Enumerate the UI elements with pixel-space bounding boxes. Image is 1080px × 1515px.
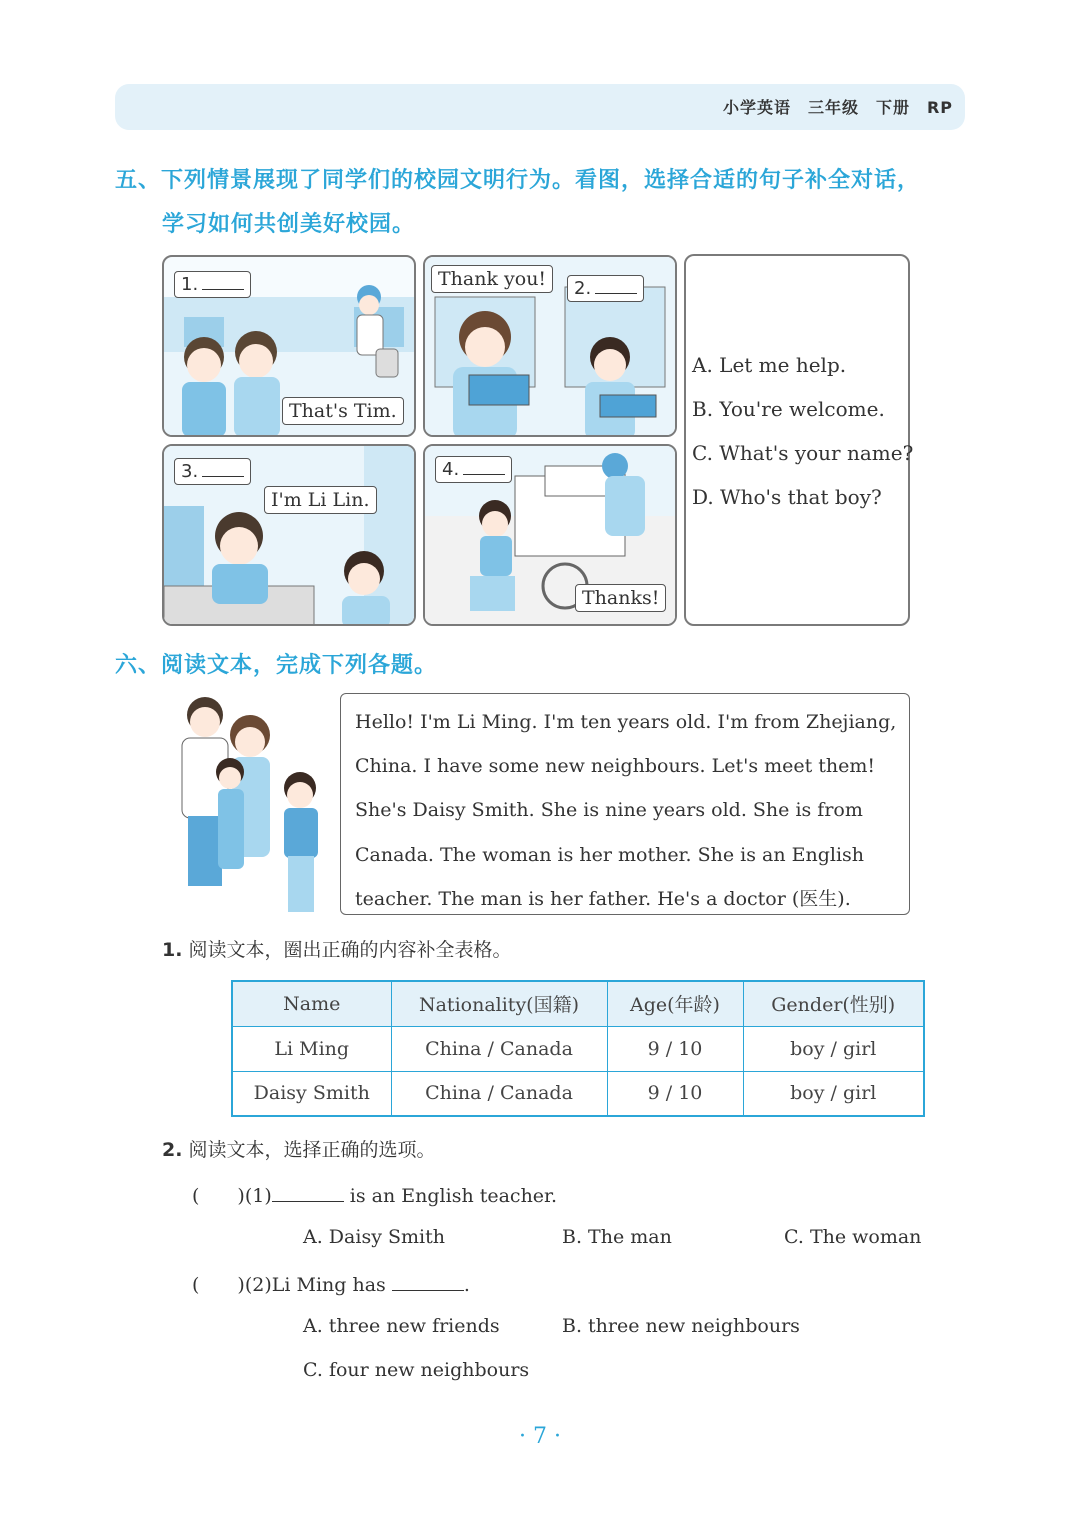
panel-1-blank[interactable] [202, 274, 244, 290]
table-header-cell: Name [232, 981, 391, 1026]
info-table [231, 980, 925, 1117]
panel-1-number-bubble [174, 271, 251, 298]
table-cell-choice[interactable]: boy / girl [743, 1026, 924, 1071]
table-cell-choice[interactable]: China / Canada [391, 1026, 607, 1071]
q1-instruction-line [162, 935, 512, 962]
reading-passage [340, 693, 910, 915]
q2-item-2-option-b[interactable]: B. three new neighbours [562, 1315, 800, 1337]
passage-line-2: China. I have some new neighbours. Let's meet them! [355, 755, 876, 778]
comic-panel-3 [162, 444, 416, 626]
section5-title-line1: 五、下列情景展现了同学们的校园文明行为。看图，选择合适的句子补全对话， [115, 168, 921, 193]
panel-2-number-bubble [567, 275, 644, 302]
table-header-row [232, 981, 924, 1026]
q1-number: 1. [162, 939, 183, 961]
answer-paren[interactable]: ( ) [192, 1185, 245, 1207]
dialogue-options-box [684, 254, 914, 626]
item-number: (2) [244, 1274, 272, 1296]
comic-panel-4 [423, 444, 677, 626]
panel-4-blank[interactable] [463, 459, 505, 475]
q2-number: 2. [162, 1139, 183, 1161]
page-number: · 7 · [519, 1424, 561, 1449]
q2-item-1-stem [192, 1181, 557, 1208]
q2-item-1-option-a[interactable]: A. Daisy Smith [303, 1226, 445, 1248]
q2-item-1-option-b[interactable]: B. The man [562, 1226, 672, 1248]
q2-instruction-line [162, 1135, 436, 1162]
panel-2-number: 2. [574, 278, 592, 299]
q2-instruction: 阅读文本，选择正确的选项。 [188, 1139, 436, 1161]
item-stem-text: is an English teacher. [349, 1185, 558, 1207]
option-c: C. What's your name? [692, 441, 914, 465]
answer-paren[interactable]: ( ) [192, 1274, 245, 1296]
header-bar [115, 84, 965, 130]
comic-panel-1 [162, 255, 416, 437]
panel-4-number-bubble [435, 456, 512, 483]
table-cell-choice[interactable]: China / Canada [391, 1071, 607, 1116]
q2-item-2-option-a[interactable]: A. three new friends [303, 1315, 500, 1337]
panel-3-number-bubble [174, 458, 251, 485]
section5-title-line2: 学习如何共创美好校园。 [162, 212, 416, 237]
table-cell: Daisy Smith [232, 1071, 391, 1116]
passage-line-1: Hello! I'm Li Ming. I'm ten years old. I'm from Zhejiang, [355, 711, 897, 733]
panel-4-number: 4. [442, 459, 460, 480]
panel-1-speech: That's Tim. [282, 397, 404, 425]
panel-3-speech: I'm Li Lin. [264, 486, 377, 514]
q1-instruction: 阅读文本，圈出正确的内容补全表格。 [188, 939, 512, 961]
table-cell: Li Ming [232, 1026, 391, 1071]
section6-title: 六、阅读文本，完成下列各题。 [115, 653, 438, 678]
table-cell-choice[interactable]: boy / girl [743, 1071, 924, 1116]
panel-2-speech: Thank you! [431, 265, 553, 293]
q2-item-1-option-c[interactable]: C. The woman [784, 1226, 922, 1248]
table-cell-choice[interactable]: 9 / 10 [607, 1071, 743, 1116]
family-illustration [160, 690, 340, 918]
option-b: B. You're welcome. [692, 397, 885, 421]
comic-panel-2 [423, 255, 677, 437]
answer-blank[interactable] [392, 1273, 464, 1291]
passage-line-4: Canada. The woman is her mother. She is an English [355, 843, 865, 866]
passage-line-5: teacher. The man is her father. He's a doctor (医生). [355, 887, 851, 910]
table-row [232, 1026, 924, 1071]
item-number: (1) [244, 1185, 272, 1207]
answer-blank[interactable] [272, 1184, 344, 1202]
table-header-cell: Age(年龄) [607, 981, 743, 1026]
panel-3-blank[interactable] [202, 461, 244, 477]
header-text: 小学英语 三年级 下册 RP [722, 98, 953, 117]
q2-item-2-stem [192, 1270, 470, 1297]
table-row [232, 1071, 924, 1116]
panel-1-number: 1. [181, 274, 199, 295]
passage-line-3: She's Daisy Smith. She is nine years old. She is from [355, 799, 863, 822]
item-stem-text: Li Ming has [271, 1274, 386, 1296]
table-header-cell: Nationality(国籍) [391, 981, 607, 1026]
table-header-cell: Gender(性别) [743, 981, 924, 1026]
panel-2-blank[interactable] [595, 278, 637, 294]
table-cell-choice[interactable]: 9 / 10 [607, 1026, 743, 1071]
item-stem-end: . [463, 1274, 470, 1296]
panel-4-speech: Thanks! [575, 584, 666, 612]
option-d: D. Who's that boy? [692, 485, 882, 509]
panel-3-number: 3. [181, 461, 199, 482]
q2-item-2-option-c[interactable]: C. four new neighbours [303, 1359, 530, 1381]
option-a: A. Let me help. [692, 353, 847, 377]
